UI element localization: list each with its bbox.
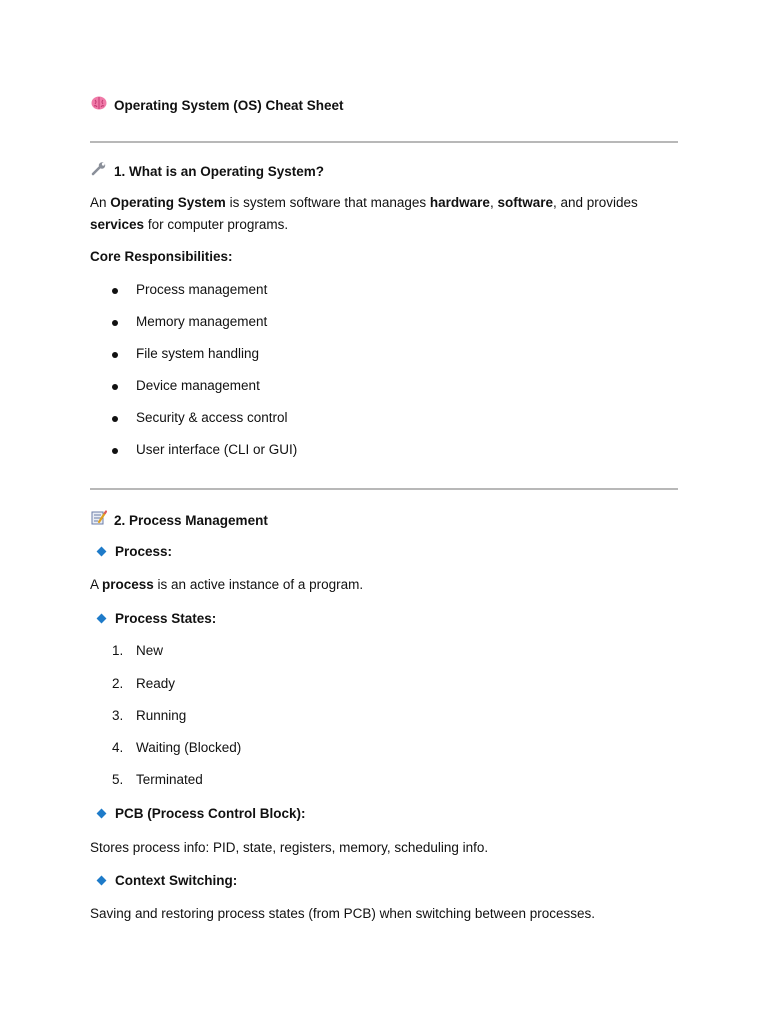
list-item: Device management	[136, 378, 260, 393]
section2-heading	[90, 510, 268, 529]
os-definition-line2	[90, 217, 288, 232]
bullet-icon	[112, 288, 118, 294]
list-number: 4.	[112, 740, 124, 755]
blue-diamond-icon	[97, 809, 107, 819]
list-item: Ready	[136, 676, 176, 691]
list-number: 5.	[112, 772, 124, 787]
text-span: A	[90, 577, 103, 592]
list-item: Security & access control	[136, 410, 288, 425]
divider	[90, 488, 678, 490]
list-item: Terminated	[136, 772, 203, 787]
wrench-icon	[90, 162, 108, 180]
list-number: 1.	[112, 643, 124, 658]
bullet-icon	[112, 448, 118, 454]
bullet-icon	[112, 384, 118, 390]
list-item: Memory management	[136, 314, 268, 329]
states-label: Process States:	[115, 611, 217, 626]
blue-diamond-icon	[97, 547, 107, 557]
process-subheading	[90, 544, 172, 559]
list-item: File system handling	[136, 346, 260, 361]
list-number: 2.	[112, 676, 124, 691]
divider	[90, 141, 678, 143]
doc-title-text: Operating System (OS) Cheat Sheet	[114, 98, 344, 113]
text-span: An	[90, 195, 111, 210]
text-span: is system software that manages	[225, 195, 430, 210]
bold-process: process	[102, 577, 154, 592]
brain-icon	[90, 96, 108, 114]
bold-services: services	[90, 217, 145, 232]
core-label-text: Core Responsibilities:	[90, 249, 233, 264]
bold-software: software	[497, 195, 553, 210]
os-definition-line1	[90, 195, 638, 210]
blue-diamond-icon	[97, 876, 107, 886]
section1-heading-text: 1. What is an Operating System?	[114, 164, 325, 179]
process-label: Process:	[115, 544, 173, 559]
process-states-subheading	[90, 611, 216, 626]
section1-heading	[90, 162, 324, 180]
context-switching-subheading	[90, 873, 237, 888]
list-item: Process management	[136, 282, 268, 297]
process-definition	[90, 577, 363, 592]
bold-operating-system: Operating System	[110, 195, 226, 210]
context-switching-description: Saving and restoring process states (from PCB) when switching between processes.	[90, 906, 595, 921]
section2-heading-text: 2. Process Management	[114, 513, 268, 528]
list-item: New	[136, 643, 164, 658]
pcb-subheading	[90, 806, 306, 821]
cs-label: Context Switching:	[115, 873, 238, 888]
text-span: ,	[489, 195, 498, 210]
bullet-icon	[112, 352, 118, 358]
pcb-description: Stores process info: PID, state, registers, memory, scheduling info.	[90, 840, 489, 855]
text-span: , and provides	[552, 195, 638, 210]
core-responsibilities-label	[90, 249, 233, 264]
bullet-icon	[112, 416, 118, 422]
bold-hardware: hardware	[429, 195, 490, 210]
list-item: Waiting (Blocked)	[136, 740, 242, 755]
bullet-icon	[112, 320, 118, 326]
text-span: is an active instance of a program.	[153, 577, 364, 592]
blue-diamond-icon	[97, 614, 107, 624]
list-item: User interface (CLI or GUI)	[136, 442, 298, 457]
memo-icon	[90, 510, 108, 529]
doc-title	[90, 96, 344, 114]
list-number: 3.	[112, 708, 124, 723]
text-span: for computer programs.	[144, 217, 289, 232]
pcb-label: PCB (Process Control Block):	[115, 806, 306, 821]
list-item: Running	[136, 708, 187, 723]
